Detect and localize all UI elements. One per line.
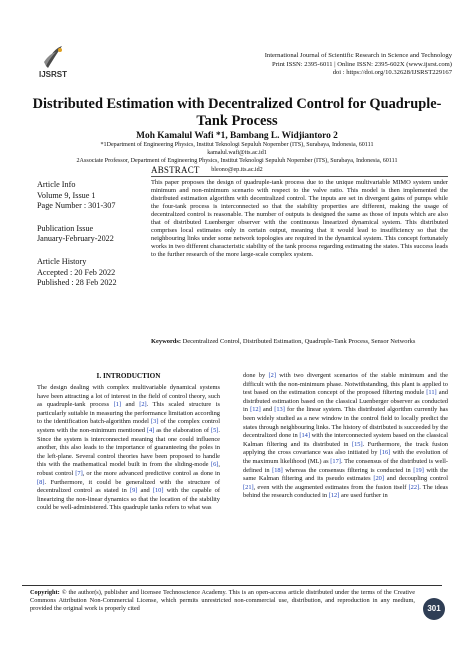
body-text: with two divergent scenarios of the stable minimum and the difficult with the non-minimum phase. Notwithstanding, this plant is applied to test based on the estimation concept of the proposed filtering module xyxy=(243,372,448,397)
citation-link[interactable]: [6] xyxy=(210,461,219,469)
citation-link[interactable]: [8] xyxy=(37,478,45,486)
body-text: . The ideas behind the research conducted in xyxy=(243,483,449,500)
body-text: done by xyxy=(243,372,269,379)
body-text: with the capable of linearizing the non-linear dynamics so that the location of the stability could be well-administered. This quadruple tanks refers to what was xyxy=(37,487,220,512)
body-text: , even with the augmented estimates from the fusion itself xyxy=(253,483,409,491)
abstract-heading: ABSTRACT xyxy=(151,165,200,175)
abstract-divider xyxy=(151,176,448,177)
citation-link[interactable]: [14] xyxy=(299,432,311,440)
abstract-body: This paper proposes the design of quadruple-tank process due to the unique multivariable MIMO system under minimum and non-minimum scenario with respect to the valve ratio. This model is then implemented the distributed estimation algorithm with decentralized control. The inputs are set in divergent gains of pumps while the four-tank process is interconnected so that the stability properties are different, making the usage of decentralized control is reasonable. The number of outputs is designed the same as those of inputs which are also that of distributed Luenberger observer with the continuous linearized dynamical system. This distributed comprises local estimates only in certain output, meaning that it would lead to insufficiency so that the neighbouring links under some network topologies are required in the dynamical system. This concept fortunately works in two different characteristic stability of the tank process regarding estimating the states. This success leads to the further research of the more large-scale complex system. xyxy=(151,179,448,258)
accepted-date: Accepted : 20 Feb 2022 xyxy=(37,267,116,277)
journal-doi[interactable]: doi : https://doi.org/10.32628/IJSRST229167 xyxy=(332,69,452,77)
body-text: and decoupling control xyxy=(384,475,448,483)
body-text: and distributed estimation based on the classical Luenberger observer as conducted in xyxy=(243,389,448,414)
article-info-heading: Article Info xyxy=(37,180,76,189)
citation-link[interactable]: [4] xyxy=(146,426,155,434)
journal-logo xyxy=(30,44,76,84)
body-text: are used further in xyxy=(339,492,388,500)
citation-link[interactable]: [9] xyxy=(129,487,138,495)
citation-link[interactable]: [1] xyxy=(113,401,122,409)
body-text: and xyxy=(121,401,140,409)
published-date: Published : 28 Feb 2022 xyxy=(37,278,117,288)
intro-column-2 xyxy=(243,372,448,501)
citation-link[interactable]: [11] xyxy=(426,389,437,397)
citation-link[interactable]: [12] xyxy=(328,492,340,500)
citation-link[interactable]: [21] xyxy=(243,483,254,491)
body-text: . The consensus of the distributed is well-defined in xyxy=(243,457,448,474)
body-text: The design dealing with complex multivariable dynamical systems have been attracting a lot of interest in the field of control theory, such as quadruple-tank process xyxy=(37,384,220,409)
logo-text: IJSRST xyxy=(38,70,67,79)
article-history-heading: Article History xyxy=(37,256,87,266)
body-text: with the interconnected system based on the classical Kalman filtering and its distributed in xyxy=(243,432,448,448)
keywords-label: Keywords: xyxy=(151,338,182,345)
journal-name: International Journal of Scientific Research in Science and Technology xyxy=(264,52,452,59)
copyright-text: © the author(s), publisher and licensee Technoscience Academy. This is an open-access article distributed under the terms of the Creative Commons Attribution Non-Commercial License, which permits unrestricted non-commercial use, distribution, and reproduction in any medium, provided the original work is properly cited xyxy=(30,589,415,613)
citation-link[interactable]: [16] xyxy=(379,449,391,457)
citation-link[interactable]: [13] xyxy=(274,406,285,414)
body-text: . Furthermore, the track fusion applying the cross covariance was also initiated by xyxy=(243,440,448,457)
body-text: , or the more advanced predictive control as done in xyxy=(82,469,220,477)
citation-link[interactable]: [3] xyxy=(151,418,159,426)
journal-header xyxy=(152,52,452,78)
body-text: whereas the consensus filtering is conducted in xyxy=(282,466,414,474)
volume: Volume 9, Issue 1 xyxy=(37,190,96,200)
paper-title: Distributed Estimation with Decentralized Control for Quadruple-Tank Process xyxy=(32,96,442,129)
publication-issue-heading: Publication Issue xyxy=(37,223,94,233)
body-text: as the elaboration of xyxy=(154,426,211,434)
body-text: with the same Kalman filtering and its pseudo estimates xyxy=(243,466,448,483)
publication-issue: January-February-2022 xyxy=(37,234,114,244)
citation-link[interactable]: [18] xyxy=(272,466,283,474)
body-text: . This scaled structure is particularly suitable in measuring the performance limitation according to the identification batch-algorithm model xyxy=(37,401,220,426)
keywords xyxy=(151,338,448,346)
logo-icon xyxy=(40,44,66,70)
citation-link[interactable]: [22] xyxy=(408,483,420,491)
affiliations xyxy=(22,141,452,174)
copyright-notice xyxy=(30,589,415,614)
keywords-text: Decentralized Control, Distributed Estimation, Quadruple-Tank Process, Sensor Networks xyxy=(182,338,416,345)
citation-link[interactable]: [19] xyxy=(413,466,424,474)
body-text: of the complex control system with the non-minimum mentioned xyxy=(37,418,220,434)
body-text: and xyxy=(260,406,275,414)
citation-link[interactable]: [5] xyxy=(210,426,219,434)
article-info xyxy=(37,180,147,289)
body-text: . Since the system is interconnected meaning that one could influence another, this also leads to the importance of guaranteeing the poles in the left-plane. Several control theories have been proposed to handle this with the mathematical model built in from the sliding-mode xyxy=(37,426,220,469)
body-text: with the evolution of the maximum likelihood (ML) as xyxy=(243,449,448,465)
paper-authors: Moh Kamalul Wafi *1, Bambang L. Widjiantoro 2 xyxy=(136,131,338,141)
citation-link[interactable]: [17] xyxy=(330,457,341,465)
affiliation-2: 2Associate Professor, Department of Engineering Physics, Institut Teknologi Sepuluh Nopember (ITS), Surabaya, Indonesia, 60111 xyxy=(76,158,398,165)
citation-link[interactable]: [2] xyxy=(268,372,276,379)
body-text: for the linear system. This distributed algorithm currently has been widely studied as a new window in the control field to locally predict the states through neighbouring links. The history of distributed is succeeded by the decentralized done in xyxy=(243,406,448,440)
citation-link[interactable]: [2] xyxy=(139,401,147,409)
body-text: , robust control xyxy=(37,461,220,477)
email-2[interactable]: bleono@ep.its.ac.id2 xyxy=(211,166,263,173)
body-text: and xyxy=(137,487,153,495)
citation-link[interactable]: [10] xyxy=(152,487,164,495)
body-text: . Furthermore, it could be generalized with the structure of decentralized control as stated in xyxy=(37,478,220,495)
page-number: Page Number : 301-307 xyxy=(37,201,116,211)
email-1[interactable]: kamalul.wafi@its.ac.id1 xyxy=(207,150,267,157)
footer-divider xyxy=(22,585,442,586)
page-number-badge: 301 xyxy=(423,598,445,620)
citation-link[interactable]: [20] xyxy=(373,475,385,483)
citation-link[interactable]: [7] xyxy=(75,469,83,477)
affiliation-1: *1Department of Engineering Physics, Institut Teknologi Sepuluh Nopember (ITS), Surabaya, Indonesia, 60111 xyxy=(100,142,374,148)
journal-issn: Print ISSN: 2395-6011 | Online ISSN: 2395-602X (www.ijsrst.com) xyxy=(272,60,452,68)
citation-link[interactable]: [15] xyxy=(351,440,363,448)
copyright-label: Copyright: xyxy=(30,589,60,596)
citation-link[interactable]: [12] xyxy=(250,406,261,414)
intro-column-1 xyxy=(37,384,220,513)
introduction-heading: I. INTRODUCTION xyxy=(96,372,161,380)
